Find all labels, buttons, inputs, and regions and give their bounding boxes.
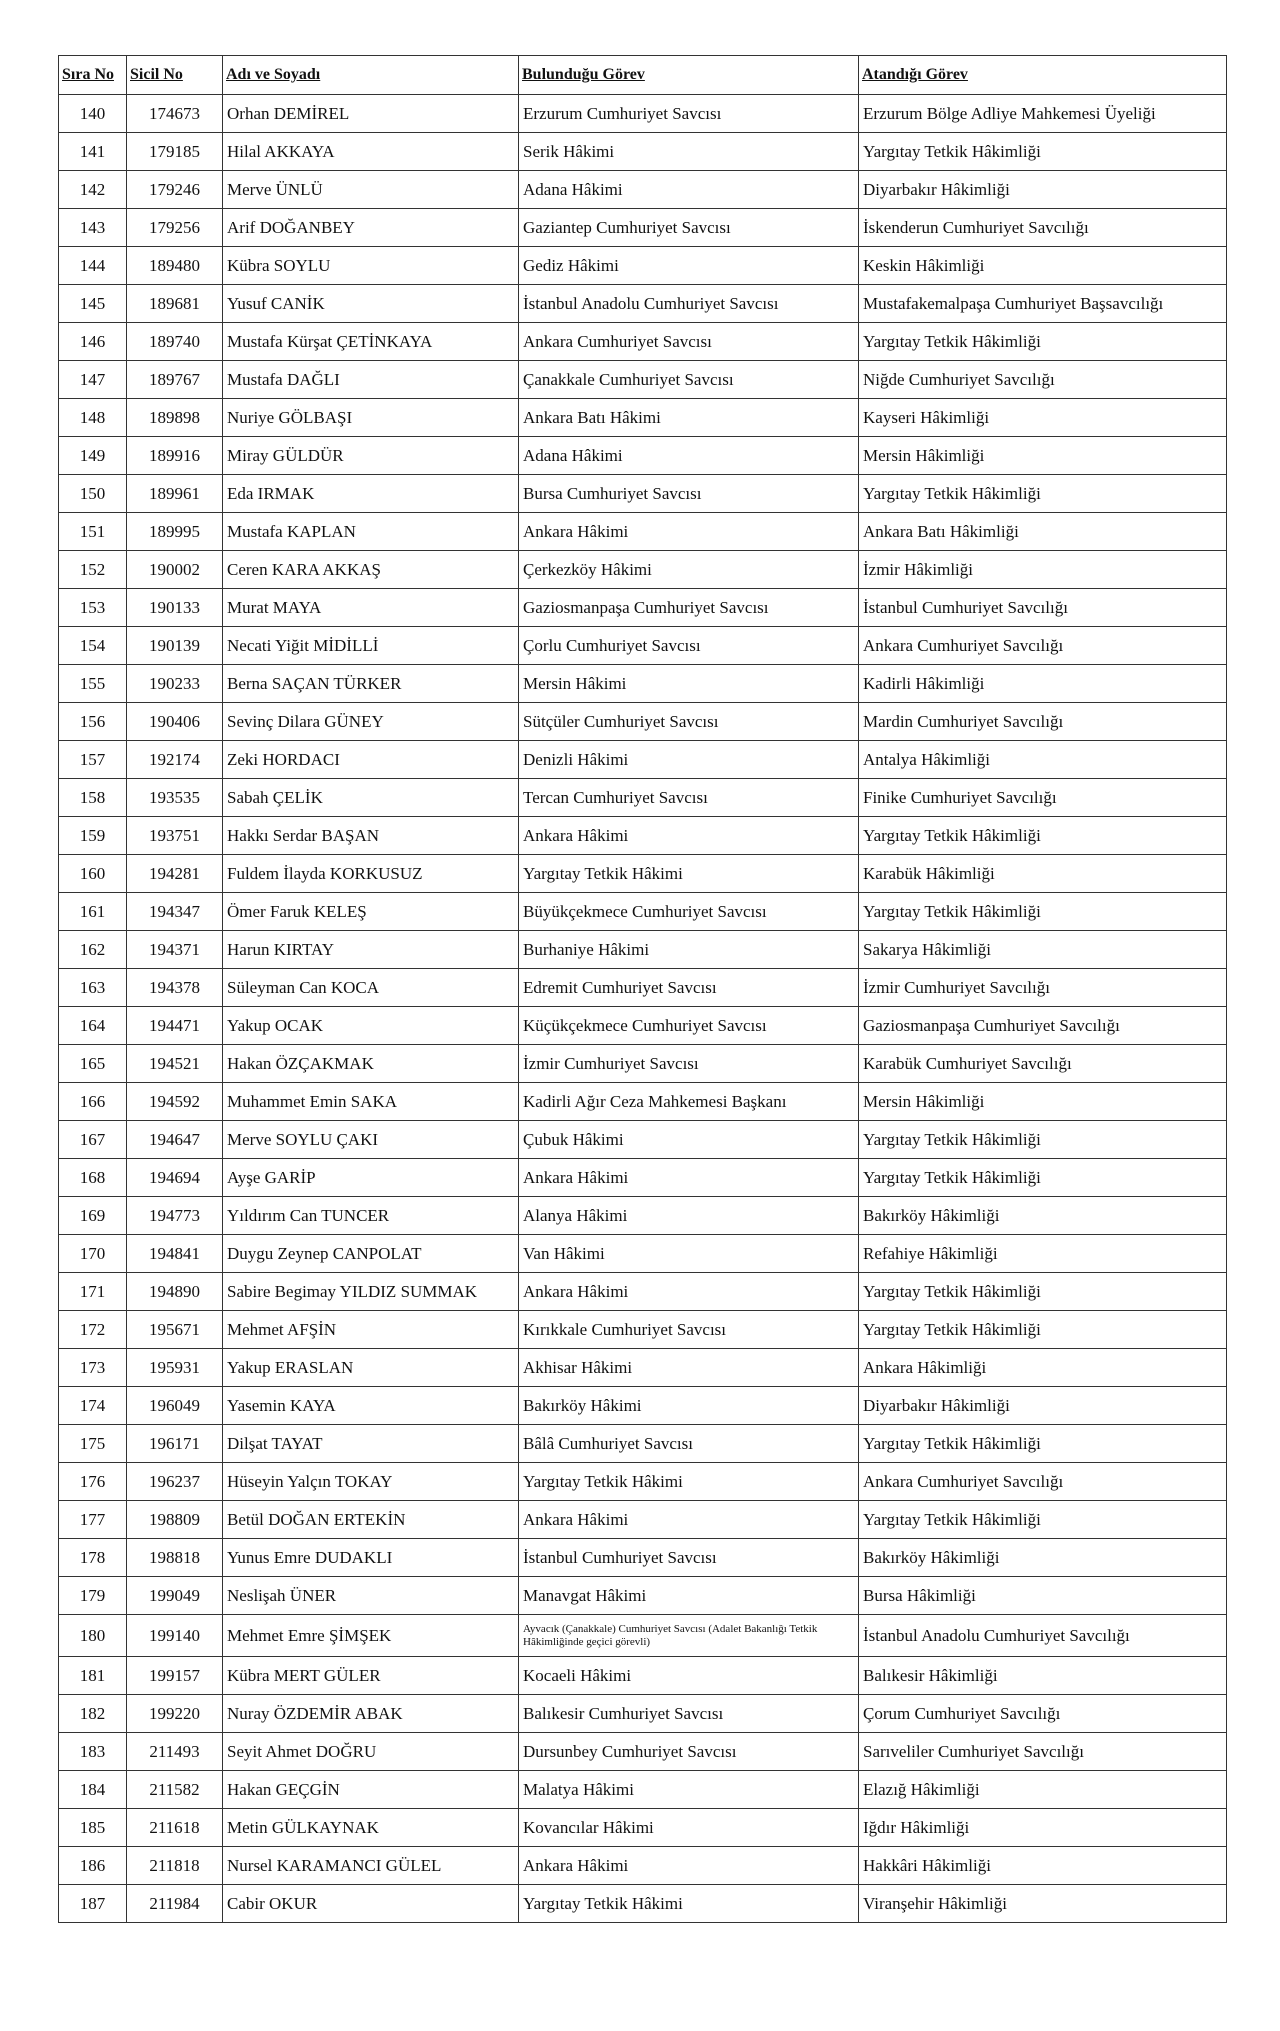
header-row	[59, 56, 1227, 95]
cell-adi-soyadi: Dilşat TAYAT	[223, 1425, 519, 1463]
cell-bulundugu-gorev: Serik Hâkimi	[519, 133, 859, 171]
table-row	[59, 1387, 1227, 1425]
cell-atandigi-gorev: Bursa Hâkimliği	[859, 1577, 1227, 1615]
table-row	[59, 893, 1227, 931]
cell-sicil-no: 192174	[127, 741, 223, 779]
cell-bulundugu-gorev: Bakırköy Hâkimi	[519, 1387, 859, 1425]
cell-sicil-no: 189767	[127, 361, 223, 399]
cell-sira-no: 164	[59, 1007, 127, 1045]
cell-sira-no: 171	[59, 1273, 127, 1311]
cell-bulundugu-gorev: Adana Hâkimi	[519, 171, 859, 209]
table-row	[59, 1083, 1227, 1121]
cell-sira-no: 153	[59, 589, 127, 627]
cell-sicil-no: 194281	[127, 855, 223, 893]
cell-sira-no: 167	[59, 1121, 127, 1159]
cell-adi-soyadi: Zeki HORDACI	[223, 741, 519, 779]
cell-sira-no: 174	[59, 1387, 127, 1425]
cell-adi-soyadi: Sevinç Dilara GÜNEY	[223, 703, 519, 741]
cell-atandigi-gorev: Hakkâri Hâkimliği	[859, 1847, 1227, 1885]
cell-adi-soyadi: Ceren KARA AKKAŞ	[223, 551, 519, 589]
cell-sira-no: 175	[59, 1425, 127, 1463]
cell-sicil-no: 195931	[127, 1349, 223, 1387]
cell-atandigi-gorev: Karabük Hâkimliği	[859, 855, 1227, 893]
table-row	[59, 247, 1227, 285]
cell-sira-no: 184	[59, 1771, 127, 1809]
table-row	[59, 437, 1227, 475]
cell-atandigi-gorev: İstanbul Cumhuriyet Savcılığı	[859, 589, 1227, 627]
cell-adi-soyadi: Ayşe GARİP	[223, 1159, 519, 1197]
cell-adi-soyadi: Hakan GEÇGİN	[223, 1771, 519, 1809]
cell-sira-no: 144	[59, 247, 127, 285]
cell-bulundugu-gorev: Manavgat Hâkimi	[519, 1577, 859, 1615]
cell-atandigi-gorev: Yargıtay Tetkik Hâkimliği	[859, 475, 1227, 513]
cell-bulundugu-gorev: Edremit Cumhuriyet Savcısı	[519, 969, 859, 1007]
cell-bulundugu-gorev: Ankara Hâkimi	[519, 513, 859, 551]
cell-sicil-no: 199049	[127, 1577, 223, 1615]
cell-bulundugu-gorev: Çerkezköy Hâkimi	[519, 551, 859, 589]
cell-bulundugu-gorev: Küçükçekmece Cumhuriyet Savcısı	[519, 1007, 859, 1045]
table-row	[59, 1771, 1227, 1809]
cell-sicil-no: 190002	[127, 551, 223, 589]
cell-sicil-no: 194371	[127, 931, 223, 969]
cell-bulundugu-gorev: Ankara Hâkimi	[519, 1501, 859, 1539]
cell-sicil-no: 189995	[127, 513, 223, 551]
cell-bulundugu-gorev: Kadirli Ağır Ceza Mahkemesi Başkanı	[519, 1083, 859, 1121]
cell-adi-soyadi: Nuriye GÖLBAŞI	[223, 399, 519, 437]
cell-sicil-no: 196171	[127, 1425, 223, 1463]
cell-sira-no: 177	[59, 1501, 127, 1539]
cell-adi-soyadi: Murat MAYA	[223, 589, 519, 627]
cell-sira-no: 166	[59, 1083, 127, 1121]
cell-atandigi-gorev: Karabük Cumhuriyet Savcılığı	[859, 1045, 1227, 1083]
cell-adi-soyadi: Merve ÜNLÜ	[223, 171, 519, 209]
cell-adi-soyadi: Orhan DEMİREL	[223, 95, 519, 133]
cell-adi-soyadi: Yıldırım Can TUNCER	[223, 1197, 519, 1235]
cell-bulundugu-gorev: Yargıtay Tetkik Hâkimi	[519, 1885, 859, 1923]
cell-bulundugu-gorev: Van Hâkimi	[519, 1235, 859, 1273]
cell-adi-soyadi: Ömer Faruk KELEŞ	[223, 893, 519, 931]
table-row	[59, 1501, 1227, 1539]
cell-adi-soyadi: Harun KIRTAY	[223, 931, 519, 969]
table-row	[59, 1577, 1227, 1615]
cell-adi-soyadi: Mehmet Emre ŞİMŞEK	[223, 1615, 519, 1657]
header-sicil-no: Sicil No	[127, 56, 223, 95]
header-bulundugu-gorev: Bulunduğu Görev	[519, 56, 859, 95]
cell-adi-soyadi: Metin GÜLKAYNAK	[223, 1809, 519, 1847]
cell-bulundugu-gorev: Çubuk Hâkimi	[519, 1121, 859, 1159]
table-row	[59, 95, 1227, 133]
cell-atandigi-gorev: Yargıtay Tetkik Hâkimliği	[859, 1501, 1227, 1539]
cell-sira-no: 157	[59, 741, 127, 779]
table-header	[59, 56, 1227, 95]
cell-bulundugu-gorev: Akhisar Hâkimi	[519, 1349, 859, 1387]
cell-sicil-no: 199220	[127, 1695, 223, 1733]
cell-bulundugu-gorev: Sütçüler Cumhuriyet Savcısı	[519, 703, 859, 741]
cell-bulundugu-gorev: Çanakkale Cumhuriyet Savcısı	[519, 361, 859, 399]
cell-bulundugu-gorev: Gaziantep Cumhuriyet Savcısı	[519, 209, 859, 247]
cell-bulundugu-gorev: Büyükçekmece Cumhuriyet Savcısı	[519, 893, 859, 931]
cell-sicil-no: 179246	[127, 171, 223, 209]
cell-sira-no: 185	[59, 1809, 127, 1847]
cell-bulundugu-gorev: Dursunbey Cumhuriyet Savcısı	[519, 1733, 859, 1771]
cell-adi-soyadi: Mustafa DAĞLI	[223, 361, 519, 399]
cell-adi-soyadi: Mehmet AFŞİN	[223, 1311, 519, 1349]
cell-sicil-no: 194890	[127, 1273, 223, 1311]
cell-sicil-no: 194647	[127, 1121, 223, 1159]
cell-atandigi-gorev: Diyarbakır Hâkimliği	[859, 171, 1227, 209]
table-row	[59, 1273, 1227, 1311]
cell-sicil-no: 179185	[127, 133, 223, 171]
cell-atandigi-gorev: Bakırköy Hâkimliği	[859, 1539, 1227, 1577]
cell-sira-no: 183	[59, 1733, 127, 1771]
cell-atandigi-gorev: Niğde Cumhuriyet Savcılığı	[859, 361, 1227, 399]
cell-sira-no: 170	[59, 1235, 127, 1273]
table-row	[59, 931, 1227, 969]
cell-bulundugu-gorev: Tercan Cumhuriyet Savcısı	[519, 779, 859, 817]
cell-atandigi-gorev: Ankara Cumhuriyet Savcılığı	[859, 1463, 1227, 1501]
cell-sicil-no: 198818	[127, 1539, 223, 1577]
cell-bulundugu-gorev: İstanbul Cumhuriyet Savcısı	[519, 1539, 859, 1577]
cell-sira-no: 179	[59, 1577, 127, 1615]
cell-bulundugu-gorev: Yargıtay Tetkik Hâkimi	[519, 855, 859, 893]
cell-sicil-no: 190133	[127, 589, 223, 627]
table-row	[59, 779, 1227, 817]
cell-atandigi-gorev: Refahiye Hâkimliği	[859, 1235, 1227, 1273]
table-body	[59, 95, 1227, 1923]
table-row	[59, 133, 1227, 171]
table-row	[59, 1425, 1227, 1463]
cell-adi-soyadi: Kübra SOYLU	[223, 247, 519, 285]
cell-bulundugu-gorev: Çorlu Cumhuriyet Savcısı	[519, 627, 859, 665]
table-row	[59, 551, 1227, 589]
cell-adi-soyadi: Yunus Emre DUDAKLI	[223, 1539, 519, 1577]
table-row	[59, 627, 1227, 665]
cell-sira-no: 147	[59, 361, 127, 399]
cell-atandigi-gorev: Yargıtay Tetkik Hâkimliği	[859, 1273, 1227, 1311]
cell-sicil-no: 189681	[127, 285, 223, 323]
cell-atandigi-gorev: Yargıtay Tetkik Hâkimliği	[859, 1425, 1227, 1463]
cell-adi-soyadi: Nuray ÖZDEMİR ABAK	[223, 1695, 519, 1733]
cell-sicil-no: 199140	[127, 1615, 223, 1657]
cell-atandigi-gorev: Kadirli Hâkimliği	[859, 665, 1227, 703]
cell-adi-soyadi: Hakkı Serdar BAŞAN	[223, 817, 519, 855]
cell-adi-soyadi: Yasemin KAYA	[223, 1387, 519, 1425]
cell-sicil-no: 211618	[127, 1809, 223, 1847]
table-row	[59, 1657, 1227, 1695]
cell-atandigi-gorev: Yargıtay Tetkik Hâkimliği	[859, 323, 1227, 361]
cell-sira-no: 148	[59, 399, 127, 437]
cell-adi-soyadi: Hüseyin Yalçın TOKAY	[223, 1463, 519, 1501]
table-row	[59, 361, 1227, 399]
cell-sicil-no: 211493	[127, 1733, 223, 1771]
table-row	[59, 1159, 1227, 1197]
cell-bulundugu-gorev: Burhaniye Hâkimi	[519, 931, 859, 969]
cell-atandigi-gorev: Erzurum Bölge Adliye Mahkemesi Üyeliği	[859, 95, 1227, 133]
table-row	[59, 1539, 1227, 1577]
cell-sira-no: 152	[59, 551, 127, 589]
cell-sira-no: 145	[59, 285, 127, 323]
cell-adi-soyadi: Hilal AKKAYA	[223, 133, 519, 171]
cell-bulundugu-gorev: İstanbul Anadolu Cumhuriyet Savcısı	[519, 285, 859, 323]
cell-atandigi-gorev: Sakarya Hâkimliği	[859, 931, 1227, 969]
table-row	[59, 817, 1227, 855]
cell-sicil-no: 199157	[127, 1657, 223, 1695]
cell-sira-no: 143	[59, 209, 127, 247]
cell-adi-soyadi: Nursel KARAMANCI GÜLEL	[223, 1847, 519, 1885]
cell-bulundugu-gorev: Ankara Hâkimi	[519, 1273, 859, 1311]
header-adi-soyadi: Adı ve Soyadı	[223, 56, 519, 95]
cell-sira-no: 162	[59, 931, 127, 969]
cell-sicil-no: 193535	[127, 779, 223, 817]
cell-sicil-no: 194841	[127, 1235, 223, 1273]
cell-sicil-no: 194773	[127, 1197, 223, 1235]
cell-bulundugu-gorev: Ayvacık (Çanakkale) Cumhuriyet Savcısı (Adalet Bakanlığı Tetkik Hâkimliğinde geçici görevli)	[519, 1615, 859, 1657]
cell-adi-soyadi: Eda IRMAK	[223, 475, 519, 513]
header-sira-no: Sıra No	[59, 56, 127, 95]
cell-sira-no: 156	[59, 703, 127, 741]
cell-atandigi-gorev: Kayseri Hâkimliği	[859, 399, 1227, 437]
cell-sira-no: 149	[59, 437, 127, 475]
cell-adi-soyadi: Sabah ÇELİK	[223, 779, 519, 817]
table-row	[59, 1809, 1227, 1847]
table-row	[59, 1885, 1227, 1923]
table-row	[59, 323, 1227, 361]
cell-sira-no: 173	[59, 1349, 127, 1387]
cell-sira-no: 165	[59, 1045, 127, 1083]
cell-adi-soyadi: Mustafa Kürşat ÇETİNKAYA	[223, 323, 519, 361]
cell-adi-soyadi: Süleyman Can KOCA	[223, 969, 519, 1007]
cell-sicil-no: 195671	[127, 1311, 223, 1349]
cell-atandigi-gorev: Mersin Hâkimliği	[859, 437, 1227, 475]
cell-bulundugu-gorev: Gaziosmanpaşa Cumhuriyet Savcısı	[519, 589, 859, 627]
cell-sicil-no: 211984	[127, 1885, 223, 1923]
cell-sicil-no: 194471	[127, 1007, 223, 1045]
cell-bulundugu-gorev: Ankara Hâkimi	[519, 817, 859, 855]
cell-sira-no: 182	[59, 1695, 127, 1733]
cell-sicil-no: 189898	[127, 399, 223, 437]
cell-adi-soyadi: Necati Yiğit MİDİLLİ	[223, 627, 519, 665]
cell-atandigi-gorev: Ankara Hâkimliği	[859, 1349, 1227, 1387]
table-row	[59, 1695, 1227, 1733]
cell-adi-soyadi: Fuldem İlayda KORKUSUZ	[223, 855, 519, 893]
cell-sira-no: 163	[59, 969, 127, 1007]
cell-adi-soyadi: Mustafa KAPLAN	[223, 513, 519, 551]
cell-adi-soyadi: Kübra MERT GÜLER	[223, 1657, 519, 1695]
cell-atandigi-gorev: Mardin Cumhuriyet Savcılığı	[859, 703, 1227, 741]
cell-bulundugu-gorev: Balıkesir Cumhuriyet Savcısı	[519, 1695, 859, 1733]
cell-bulundugu-gorev: Ankara Batı Hâkimi	[519, 399, 859, 437]
cell-atandigi-gorev: Mersin Hâkimliği	[859, 1083, 1227, 1121]
cell-sicil-no: 189480	[127, 247, 223, 285]
cell-sicil-no: 196237	[127, 1463, 223, 1501]
cell-adi-soyadi: Muhammet Emin SAKA	[223, 1083, 519, 1121]
cell-adi-soyadi: Betül DOĞAN ERTEKİN	[223, 1501, 519, 1539]
cell-sicil-no: 196049	[127, 1387, 223, 1425]
cell-sicil-no: 194592	[127, 1083, 223, 1121]
table-row	[59, 475, 1227, 513]
cell-sira-no: 176	[59, 1463, 127, 1501]
cell-atandigi-gorev: Yargıtay Tetkik Hâkimliği	[859, 893, 1227, 931]
table-row	[59, 1615, 1227, 1657]
table-row	[59, 1197, 1227, 1235]
cell-adi-soyadi: Seyit Ahmet DOĞRU	[223, 1733, 519, 1771]
cell-bulundugu-gorev: Adana Hâkimi	[519, 437, 859, 475]
cell-atandigi-gorev: Yargıtay Tetkik Hâkimliği	[859, 1311, 1227, 1349]
cell-adi-soyadi: Hakan ÖZÇAKMAK	[223, 1045, 519, 1083]
cell-bulundugu-gorev: Mersin Hâkimi	[519, 665, 859, 703]
cell-sira-no: 178	[59, 1539, 127, 1577]
cell-sira-no: 159	[59, 817, 127, 855]
cell-atandigi-gorev: Ankara Batı Hâkimliği	[859, 513, 1227, 551]
cell-sira-no: 161	[59, 893, 127, 931]
cell-atandigi-gorev: Yargıtay Tetkik Hâkimliği	[859, 1121, 1227, 1159]
table-row	[59, 1121, 1227, 1159]
cell-sira-no: 146	[59, 323, 127, 361]
table-row	[59, 741, 1227, 779]
table-row	[59, 703, 1227, 741]
cell-bulundugu-gorev: Kocaeli Hâkimi	[519, 1657, 859, 1695]
cell-bulundugu-gorev: Ankara Hâkimi	[519, 1159, 859, 1197]
cell-sira-no: 169	[59, 1197, 127, 1235]
cell-atandigi-gorev: Yargıtay Tetkik Hâkimliği	[859, 133, 1227, 171]
cell-sicil-no: 189740	[127, 323, 223, 361]
cell-atandigi-gorev: Elazığ Hâkimliği	[859, 1771, 1227, 1809]
cell-bulundugu-gorev: Erzurum Cumhuriyet Savcısı	[519, 95, 859, 133]
cell-atandigi-gorev: Gaziosmanpaşa Cumhuriyet Savcılığı	[859, 1007, 1227, 1045]
cell-bulundugu-gorev: Kovancılar Hâkimi	[519, 1809, 859, 1847]
table-row	[59, 1463, 1227, 1501]
cell-sira-no: 160	[59, 855, 127, 893]
cell-atandigi-gorev: Yargıtay Tetkik Hâkimliği	[859, 1159, 1227, 1197]
cell-sira-no: 155	[59, 665, 127, 703]
cell-atandigi-gorev: İstanbul Anadolu Cumhuriyet Savcılığı	[859, 1615, 1227, 1657]
cell-atandigi-gorev: Diyarbakır Hâkimliği	[859, 1387, 1227, 1425]
cell-atandigi-gorev: Sarıveliler Cumhuriyet Savcılığı	[859, 1733, 1227, 1771]
table-row	[59, 399, 1227, 437]
cell-atandigi-gorev: İzmir Hâkimliği	[859, 551, 1227, 589]
cell-sicil-no: 211818	[127, 1847, 223, 1885]
table-row	[59, 1007, 1227, 1045]
table-row	[59, 1349, 1227, 1387]
cell-bulundugu-gorev: Gediz Hâkimi	[519, 247, 859, 285]
cell-sira-no: 140	[59, 95, 127, 133]
cell-sira-no: 141	[59, 133, 127, 171]
cell-bulundugu-gorev: İzmir Cumhuriyet Savcısı	[519, 1045, 859, 1083]
cell-sicil-no: 211582	[127, 1771, 223, 1809]
cell-adi-soyadi: Cabir OKUR	[223, 1885, 519, 1923]
cell-bulundugu-gorev: Yargıtay Tetkik Hâkimi	[519, 1463, 859, 1501]
cell-sicil-no: 190139	[127, 627, 223, 665]
appointment-table	[58, 55, 1227, 1923]
table-row	[59, 1847, 1227, 1885]
cell-adi-soyadi: Miray GÜLDÜR	[223, 437, 519, 475]
cell-sicil-no: 190233	[127, 665, 223, 703]
cell-sicil-no: 194521	[127, 1045, 223, 1083]
cell-sira-no: 154	[59, 627, 127, 665]
cell-atandigi-gorev: İzmir Cumhuriyet Savcılığı	[859, 969, 1227, 1007]
cell-adi-soyadi: Yakup OCAK	[223, 1007, 519, 1045]
cell-adi-soyadi: Yusuf CANİK	[223, 285, 519, 323]
cell-sicil-no: 190406	[127, 703, 223, 741]
cell-adi-soyadi: Sabire Begimay YILDIZ SUMMAK	[223, 1273, 519, 1311]
table-row	[59, 285, 1227, 323]
cell-sira-no: 158	[59, 779, 127, 817]
cell-sicil-no: 189916	[127, 437, 223, 475]
cell-sira-no: 172	[59, 1311, 127, 1349]
cell-sira-no: 186	[59, 1847, 127, 1885]
cell-bulundugu-gorev: Bâlâ Cumhuriyet Savcısı	[519, 1425, 859, 1463]
cell-adi-soyadi: Merve SOYLU ÇAKI	[223, 1121, 519, 1159]
table-row	[59, 589, 1227, 627]
cell-atandigi-gorev: Iğdır Hâkimliği	[859, 1809, 1227, 1847]
table-row	[59, 209, 1227, 247]
cell-sira-no: 142	[59, 171, 127, 209]
cell-adi-soyadi: Yakup ERASLAN	[223, 1349, 519, 1387]
cell-atandigi-gorev: Yargıtay Tetkik Hâkimliği	[859, 817, 1227, 855]
cell-bulundugu-gorev: Malatya Hâkimi	[519, 1771, 859, 1809]
cell-atandigi-gorev: Mustafakemalpaşa Cumhuriyet Başsavcılığı	[859, 285, 1227, 323]
cell-adi-soyadi: Neslişah ÜNER	[223, 1577, 519, 1615]
cell-bulundugu-gorev: Alanya Hâkimi	[519, 1197, 859, 1235]
table-row	[59, 969, 1227, 1007]
table-row	[59, 1235, 1227, 1273]
cell-atandigi-gorev: Antalya Hâkimliği	[859, 741, 1227, 779]
cell-atandigi-gorev: Finike Cumhuriyet Savcılığı	[859, 779, 1227, 817]
cell-sicil-no: 179256	[127, 209, 223, 247]
table-row	[59, 513, 1227, 551]
cell-adi-soyadi: Berna SAÇAN TÜRKER	[223, 665, 519, 703]
cell-sira-no: 150	[59, 475, 127, 513]
document-page	[58, 55, 1226, 1923]
cell-bulundugu-gorev: Kırıkkale Cumhuriyet Savcısı	[519, 1311, 859, 1349]
cell-atandigi-gorev: Çorum Cumhuriyet Savcılığı	[859, 1695, 1227, 1733]
cell-bulundugu-gorev: Ankara Hâkimi	[519, 1847, 859, 1885]
table-row	[59, 665, 1227, 703]
cell-sicil-no: 194378	[127, 969, 223, 1007]
cell-sicil-no: 189961	[127, 475, 223, 513]
cell-sicil-no: 174673	[127, 95, 223, 133]
table-row	[59, 1733, 1227, 1771]
table-row	[59, 1311, 1227, 1349]
cell-adi-soyadi: Arif DOĞANBEY	[223, 209, 519, 247]
cell-sicil-no: 194694	[127, 1159, 223, 1197]
table-row	[59, 855, 1227, 893]
cell-atandigi-gorev: Keskin Hâkimliği	[859, 247, 1227, 285]
cell-bulundugu-gorev: Ankara Cumhuriyet Savcısı	[519, 323, 859, 361]
cell-bulundugu-gorev: Denizli Hâkimi	[519, 741, 859, 779]
cell-sira-no: 151	[59, 513, 127, 551]
cell-sira-no: 180	[59, 1615, 127, 1657]
cell-sira-no: 187	[59, 1885, 127, 1923]
table-row	[59, 1045, 1227, 1083]
cell-sira-no: 181	[59, 1657, 127, 1695]
cell-bulundugu-gorev: Bursa Cumhuriyet Savcısı	[519, 475, 859, 513]
cell-atandigi-gorev: Viranşehir Hâkimliği	[859, 1885, 1227, 1923]
cell-atandigi-gorev: Ankara Cumhuriyet Savcılığı	[859, 627, 1227, 665]
header-atandigi-gorev: Atandığı Görev	[859, 56, 1227, 95]
cell-sicil-no: 198809	[127, 1501, 223, 1539]
cell-sicil-no: 193751	[127, 817, 223, 855]
cell-sira-no: 168	[59, 1159, 127, 1197]
cell-sicil-no: 194347	[127, 893, 223, 931]
cell-atandigi-gorev: Bakırköy Hâkimliği	[859, 1197, 1227, 1235]
table-row	[59, 171, 1227, 209]
cell-atandigi-gorev: İskenderun Cumhuriyet Savcılığı	[859, 209, 1227, 247]
cell-adi-soyadi: Duygu Zeynep CANPOLAT	[223, 1235, 519, 1273]
cell-atandigi-gorev: Balıkesir Hâkimliği	[859, 1657, 1227, 1695]
